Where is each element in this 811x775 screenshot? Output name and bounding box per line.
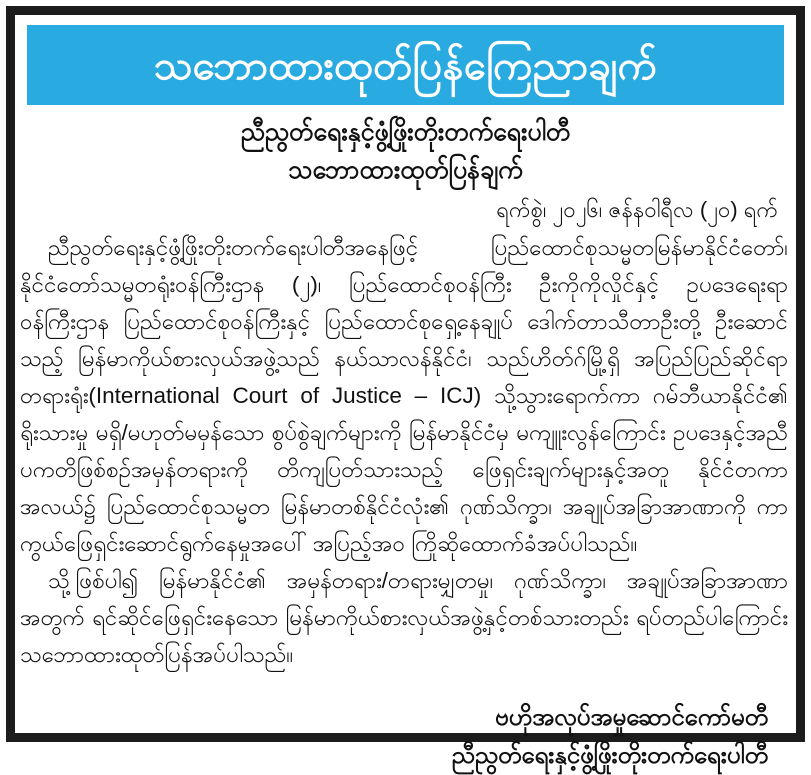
date-line: ရက်စွဲ၊ ၂၀၂၆၊ ဇန်နဝါရီလ (၂၀) ရက် [496, 197, 778, 222]
document-heading [15, 113, 796, 189]
title-banner [27, 25, 784, 105]
paragraph-1: ညီညွတ်ရေးနှင့်ဖွံ့ဖြိုးတိုးတက်ရေးပါတီအနေဖြင့် ပြည်ထောင်စုသမ္မတမြန်မာနိုင်ငံတော်၊ နိုင်ငံတော်သမ္မတရုံးဝန်ကြီးဌာန (၂)၊ ပြည်ထောင်စုဝန်ကြီး ဦးကိုကိုလှိုင်နှင့် ဥပဒေရေးရာဝန်ကြီးဌာန ပြည်ထောင်စုဝန်ကြီးနှင့် ပြည်ထောင်စုရှေ့နေချုပ် ဒေါက်တာသီတာဦးတို့ ဦးဆောင်သည့် မြန်မာကိုယ်စားလှယ်အဖွဲ့သည် နယ်သာလန်နိုင်ငံ၊ သည်ဟိတ်ဂ်မြို့ရှိ အပြည်ပြည်ဆိုင်ရာတရားရုံး(International Court of Justice – ICJ) သို့သွားရောက်ကာ ဂမ်ဘီယာနိုင်ငံ၏ ရိုးသားမှု မရှိ/မဟုတ်မမှန်သော စွပ်စွဲချက်များကို မြန်မာနိုင်ငံမှ မကျူးလွန်ကြောင်း ဥပဒေနှင့်အညီ ပကတိဖြစ်စဉ်အမှန်တရားကို တိကျပြတ်သားသည့် ဖြေရှင်းချက်များနှင့်အတူ နိုင်ငံတကာအလယ်၌ ပြည်ထောင်စုသမ္မတ မြန်မာတစ်နိုင်ငံလုံး၏ ဂုဏ်သိက္ခာ၊ အချုပ်အခြာအာဏာကို ကာကွယ်ဖြေရှင်းဆောင်ရွက်နေမှုအပေါ် အပြည့်အဝ ကြိုဆိုထောက်ခံအပ်ပါသည်။ [20, 235, 788, 556]
signature-party-name: ညီညွတ်ရေးနှင့်ဖွံ့ဖြိုးတိုးတက်ရေးပါတီ [451, 742, 768, 769]
document-page [6, 6, 805, 769]
party-name-heading: ညီညွတ်ရေးနှင့်ဖွံ့ဖြိုးတိုးတက်ရေးပါတီ [240, 118, 571, 146]
signature-committee: ဗဟိုအလုပ်အမှုဆောင်ကော်မတီ [494, 704, 768, 731]
paragraph-2: သို့ဖြစ်ပါ၍ မြန်မာနိုင်ငံ၏ အမှန်တရား/တရားမျှတမှု၊ ဂုဏ်သိက္ခာ၊ အချုပ်အခြာအာဏာအတွက် ရင်ဆိုင်ဖြေရှင်းနေသော မြန်မာကိုယ်စားလှယ်အဖွဲ့နှင့်တစ်သားတည်း ရပ်တည်ပါကြောင်း သဘောထားထုတ်ပြန်အပ်ပါသည်။ [20, 568, 788, 667]
statement-subheading: သဘောထားထုတ်ပြန်ချက် [288, 156, 523, 184]
signature-block [15, 699, 796, 775]
statement-body [15, 227, 796, 673]
banner-title-text: သဘောထားထုတ်ပြန်ကြေညာချက် [153, 44, 658, 88]
